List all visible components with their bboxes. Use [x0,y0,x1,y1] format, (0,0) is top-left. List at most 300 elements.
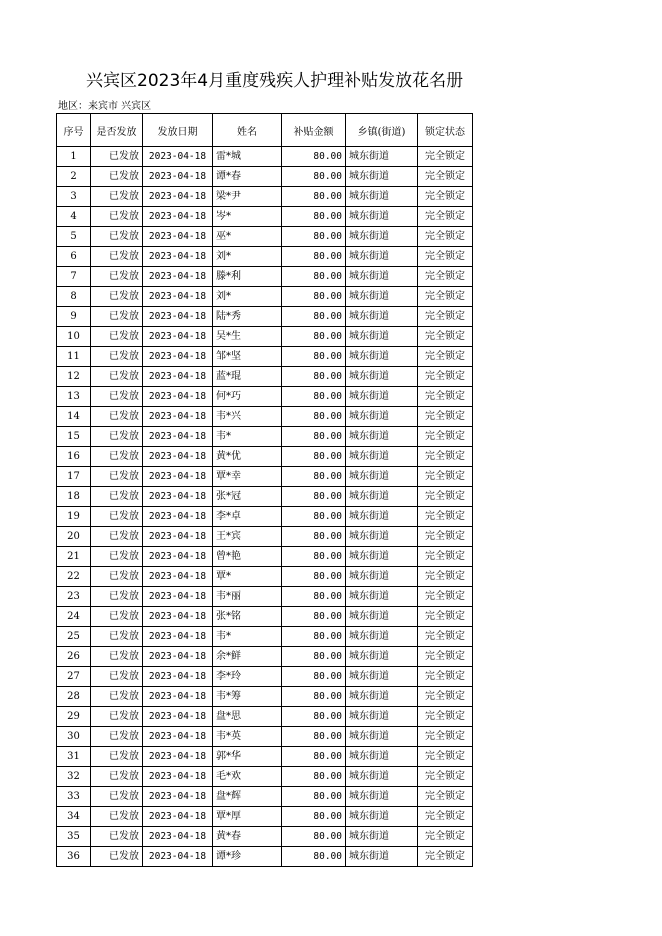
cell-name [213,607,282,627]
cell-amount-text: 80.00 [313,811,342,822]
table-row [57,347,473,367]
cell-index-text: 23 [67,591,80,602]
cell-index [57,267,91,287]
cell-date-text: 2023-04-18 [148,271,207,282]
cell-index [57,187,91,207]
cell-name [213,427,282,447]
cell-date-text: 2023-04-18 [148,711,207,722]
cell-index-text: 24 [67,611,80,622]
cell-amount-text: 80.00 [313,611,342,622]
cell-lock [418,267,473,287]
cell-date [143,167,213,187]
cell-amount [282,167,346,187]
cell-index-text: 32 [67,771,80,782]
cell-town [346,507,418,527]
cell-lock-text: 完全锁定 [425,291,465,302]
cell-issued-text: 已发放 [109,351,139,362]
cell-amount-text: 80.00 [313,671,342,682]
cell-date [143,447,213,467]
cell-lock [418,747,473,767]
cell-lock-text: 完全锁定 [425,451,465,462]
cell-town-text: 城东街道 [349,231,389,242]
cell-amount-text: 80.00 [313,651,342,662]
cell-name-text: 韦*筹 [216,691,241,702]
cell-index [57,307,91,327]
cell-lock [418,567,473,587]
cell-town-text: 城东街道 [349,271,389,282]
cell-lock-text: 完全锁定 [425,211,465,222]
cell-town-text: 城东街道 [349,411,389,422]
cell-date [143,567,213,587]
cell-issued [91,607,143,627]
cell-issued-text: 已发放 [109,451,139,462]
cell-date-text: 2023-04-18 [148,751,207,762]
cell-amount-text: 80.00 [313,511,342,522]
cell-amount [282,147,346,167]
cell-index-text: 21 [67,551,80,562]
cell-issued-text: 已发放 [109,171,139,182]
cell-date [143,707,213,727]
cell-lock [418,527,473,547]
table-row [57,627,473,647]
cell-issued [91,847,143,867]
cell-amount-text: 80.00 [313,271,342,282]
cell-name-text: 滕*利 [216,271,241,282]
cell-amount [282,447,346,467]
cell-town [346,327,418,347]
cell-date-text: 2023-04-18 [148,151,207,162]
cell-amount [282,247,346,267]
cell-town-text: 城东街道 [349,391,389,402]
cell-date [143,247,213,267]
cell-date-text: 2023-04-18 [148,531,207,542]
cell-town [346,487,418,507]
cell-index [57,827,91,847]
cell-index-text: 27 [67,671,80,682]
cell-index-text: 7 [70,271,77,282]
cell-lock [418,207,473,227]
cell-index [57,627,91,647]
cell-amount-text: 80.00 [313,191,342,202]
cell-date-text: 2023-04-18 [148,651,207,662]
cell-date-text: 2023-04-18 [148,571,207,582]
cell-index [57,407,91,427]
cell-lock-text: 完全锁定 [425,591,465,602]
cell-index-text: 14 [67,411,80,422]
table-row [57,387,473,407]
cell-date [143,607,213,627]
cell-issued-text: 已发放 [109,331,139,342]
cell-town [346,787,418,807]
cell-lock-text: 完全锁定 [425,411,465,422]
cell-town [346,827,418,847]
cell-index-text: 31 [67,751,80,762]
cell-index-text: 25 [67,631,80,642]
cell-issued [91,367,143,387]
cell-date [143,647,213,667]
cell-name [213,187,282,207]
cell-name-text: 谭*春 [216,171,241,182]
cell-lock-text: 完全锁定 [425,571,465,582]
header-name: 姓名 [213,114,282,147]
cell-date-text: 2023-04-18 [148,171,207,182]
table-row [57,287,473,307]
cell-amount-text: 80.00 [313,551,342,562]
cell-lock [418,687,473,707]
cell-town [346,447,418,467]
cell-town [346,167,418,187]
cell-issued [91,227,143,247]
cell-lock [418,707,473,727]
table-row [57,207,473,227]
cell-index-text: 19 [67,511,80,522]
cell-town [346,347,418,367]
table-row [57,307,473,327]
cell-index [57,707,91,727]
cell-name [213,347,282,367]
cell-town-text: 城东街道 [349,371,389,382]
cell-issued [91,487,143,507]
cell-lock [418,627,473,647]
cell-name [213,547,282,567]
cell-amount-text: 80.00 [313,371,342,382]
cell-lock [418,147,473,167]
cell-index [57,367,91,387]
cell-name-text: 张*冠 [216,491,241,502]
cell-date-text: 2023-04-18 [148,351,207,362]
cell-town [346,267,418,287]
cell-lock [418,367,473,387]
cell-issued-text: 已发放 [109,551,139,562]
cell-issued [91,747,143,767]
cell-issued [91,647,143,667]
cell-date [143,387,213,407]
cell-index [57,447,91,467]
cell-name-text: 蓝*琨 [216,371,241,382]
cell-name [213,847,282,867]
cell-issued [91,167,143,187]
table-row [57,527,473,547]
cell-issued-text: 已发放 [109,431,139,442]
cell-lock [418,667,473,687]
cell-date-text: 2023-04-18 [148,391,207,402]
cell-name [213,287,282,307]
cell-town-text: 城东街道 [349,851,389,862]
cell-name [213,167,282,187]
cell-name [213,707,282,727]
cell-index [57,527,91,547]
table-row [57,447,473,467]
cell-name-text: 覃* [216,571,231,582]
cell-amount [282,227,346,247]
cell-index [57,687,91,707]
cell-name [213,327,282,347]
cell-date [143,627,213,647]
cell-issued [91,807,143,827]
cell-amount [282,627,346,647]
cell-index-text: 34 [67,811,80,822]
cell-date [143,467,213,487]
cell-amount-text: 80.00 [313,171,342,182]
cell-town [346,187,418,207]
cell-town [346,427,418,447]
cell-issued-text: 已发放 [109,311,139,322]
cell-name [213,827,282,847]
cell-index-text: 9 [70,311,77,322]
table-row [57,827,473,847]
cell-town [346,287,418,307]
cell-date-text: 2023-04-18 [148,491,207,502]
cell-town-text: 城东街道 [349,751,389,762]
cell-town [346,247,418,267]
cell-issued-text: 已发放 [109,671,139,682]
cell-name [213,407,282,427]
cell-date [143,307,213,327]
cell-date [143,787,213,807]
table-row [57,807,473,827]
cell-lock-text: 完全锁定 [425,711,465,722]
cell-index [57,587,91,607]
cell-amount-text: 80.00 [313,331,342,342]
cell-index-text: 3 [70,191,77,202]
cell-name [213,447,282,467]
cell-name-text: 吴*生 [216,331,241,342]
cell-amount-text: 80.00 [313,231,342,242]
cell-date [143,727,213,747]
cell-date-text: 2023-04-18 [148,331,207,342]
cell-lock [418,847,473,867]
cell-issued-text: 已发放 [109,291,139,302]
cell-lock [418,727,473,747]
cell-town [346,547,418,567]
cell-town [346,627,418,647]
cell-name-text: 邹*坚 [216,351,241,362]
cell-amount-text: 80.00 [313,391,342,402]
cell-town [346,807,418,827]
cell-amount [282,667,346,687]
cell-lock-text: 完全锁定 [425,731,465,742]
cell-index-text: 4 [70,211,77,222]
cell-town-text: 城东街道 [349,671,389,682]
cell-lock [418,347,473,367]
cell-issued [91,427,143,447]
cell-lock [418,447,473,467]
cell-name-text: 谭*珍 [216,851,241,862]
cell-amount-text: 80.00 [313,291,342,302]
cell-date [143,687,213,707]
cell-lock-text: 完全锁定 [425,391,465,402]
cell-issued-text: 已发放 [109,651,139,662]
cell-amount-text: 80.00 [313,771,342,782]
cell-index-text: 1 [70,151,77,162]
cell-lock-text: 完全锁定 [425,431,465,442]
cell-date-text: 2023-04-18 [148,551,207,562]
cell-name-text: 黄*优 [216,451,241,462]
cell-town [346,147,418,167]
cell-town-text: 城东街道 [349,771,389,782]
cell-lock [418,827,473,847]
cell-name-text: 岑* [216,211,231,222]
cell-town [346,707,418,727]
header-amount: 补贴金额 [282,114,346,147]
cell-town-text: 城东街道 [349,311,389,322]
cell-town [346,607,418,627]
cell-amount-text: 80.00 [313,311,342,322]
table-row [57,427,473,447]
cell-date-text: 2023-04-18 [148,451,207,462]
cell-date [143,767,213,787]
cell-name-text: 巫* [216,231,231,242]
cell-index [57,247,91,267]
table-row [57,567,473,587]
cell-lock [418,587,473,607]
cell-date-text: 2023-04-18 [148,251,207,262]
cell-issued [91,387,143,407]
cell-name [213,267,282,287]
cell-issued [91,207,143,227]
cell-amount-text: 80.00 [313,631,342,642]
cell-issued [91,727,143,747]
cell-issued [91,787,143,807]
cell-issued-text: 已发放 [109,191,139,202]
cell-name-text: 何*巧 [216,391,241,402]
cell-town [346,567,418,587]
cell-lock [418,607,473,627]
cell-lock-text: 完全锁定 [425,811,465,822]
cell-town-text: 城东街道 [349,251,389,262]
cell-date-text: 2023-04-18 [148,811,207,822]
cell-date-text: 2023-04-18 [148,431,207,442]
cell-name [213,307,282,327]
header-date: 发放日期 [143,114,213,147]
cell-issued [91,767,143,787]
cell-amount-text: 80.00 [313,431,342,442]
cell-lock-text: 完全锁定 [425,331,465,342]
cell-town [346,527,418,547]
cell-amount [282,747,346,767]
cell-lock-text: 完全锁定 [425,531,465,542]
cell-issued-text: 已发放 [109,751,139,762]
cell-lock-text: 完全锁定 [425,251,465,262]
cell-name-text: 梁*尹 [216,191,241,202]
header-town: 乡镇(街道) [346,114,418,147]
cell-amount-text: 80.00 [313,731,342,742]
cell-issued [91,627,143,647]
cell-amount-text: 80.00 [313,531,342,542]
cell-town-text: 城东街道 [349,431,389,442]
cell-lock-text: 完全锁定 [425,771,465,782]
cell-date [143,667,213,687]
cell-lock [418,247,473,267]
table-header-row [57,114,473,147]
cell-date [143,347,213,367]
cell-lock [418,307,473,327]
cell-amount [282,827,346,847]
cell-name [213,467,282,487]
cell-town-text: 城东街道 [349,451,389,462]
cell-amount [282,727,346,747]
cell-issued-text: 已发放 [109,791,139,802]
cell-index [57,747,91,767]
cell-lock-text: 完全锁定 [425,551,465,562]
cell-town-text: 城东街道 [349,791,389,802]
cell-date [143,747,213,767]
cell-amount-text: 80.00 [313,491,342,502]
cell-issued [91,407,143,427]
cell-name-text: 张*铭 [216,611,241,622]
cell-town-text: 城东街道 [349,611,389,622]
cell-town [346,687,418,707]
table-body [57,147,473,867]
cell-amount [282,367,346,387]
cell-lock [418,167,473,187]
cell-issued [91,567,143,587]
cell-name [213,227,282,247]
cell-index [57,327,91,347]
cell-issued-text: 已发放 [109,771,139,782]
cell-index-text: 13 [67,391,80,402]
cell-lock-text: 完全锁定 [425,611,465,622]
cell-index [57,787,91,807]
cell-name [213,567,282,587]
cell-name [213,627,282,647]
cell-issued-text: 已发放 [109,411,139,422]
cell-name-text: 李*玲 [216,671,241,682]
cell-issued [91,267,143,287]
cell-date-text: 2023-04-18 [148,831,207,842]
table-row [57,847,473,867]
cell-lock [418,467,473,487]
cell-name-text: 盘*辉 [216,791,241,802]
table-row [57,687,473,707]
cell-date [143,847,213,867]
cell-lock [418,427,473,447]
cell-town-text: 城东街道 [349,191,389,202]
cell-date-text: 2023-04-18 [148,771,207,782]
cell-name [213,207,282,227]
cell-town [346,767,418,787]
cell-name-text: 韦* [216,631,231,642]
cell-amount [282,207,346,227]
cell-town [346,307,418,327]
cell-amount [282,387,346,407]
cell-name [213,667,282,687]
cell-issued [91,667,143,687]
cell-town [346,227,418,247]
cell-town-text: 城东街道 [349,491,389,502]
cell-issued [91,247,143,267]
cell-date [143,507,213,527]
cell-lock-text: 完全锁定 [425,231,465,242]
cell-amount-text: 80.00 [313,751,342,762]
cell-amount-text: 80.00 [313,411,342,422]
cell-lock [418,547,473,567]
cell-amount [282,307,346,327]
cell-lock-text: 完全锁定 [425,851,465,862]
cell-amount [282,407,346,427]
cell-town-text: 城东街道 [349,711,389,722]
cell-issued [91,447,143,467]
cell-lock-text: 完全锁定 [425,151,465,162]
cell-issued [91,147,143,167]
cell-index-text: 15 [67,431,80,442]
cell-name-text: 王*宾 [216,531,241,542]
cell-date-text: 2023-04-18 [148,511,207,522]
cell-date [143,807,213,827]
cell-town [346,207,418,227]
cell-issued-text: 已发放 [109,851,139,862]
cell-amount [282,587,346,607]
